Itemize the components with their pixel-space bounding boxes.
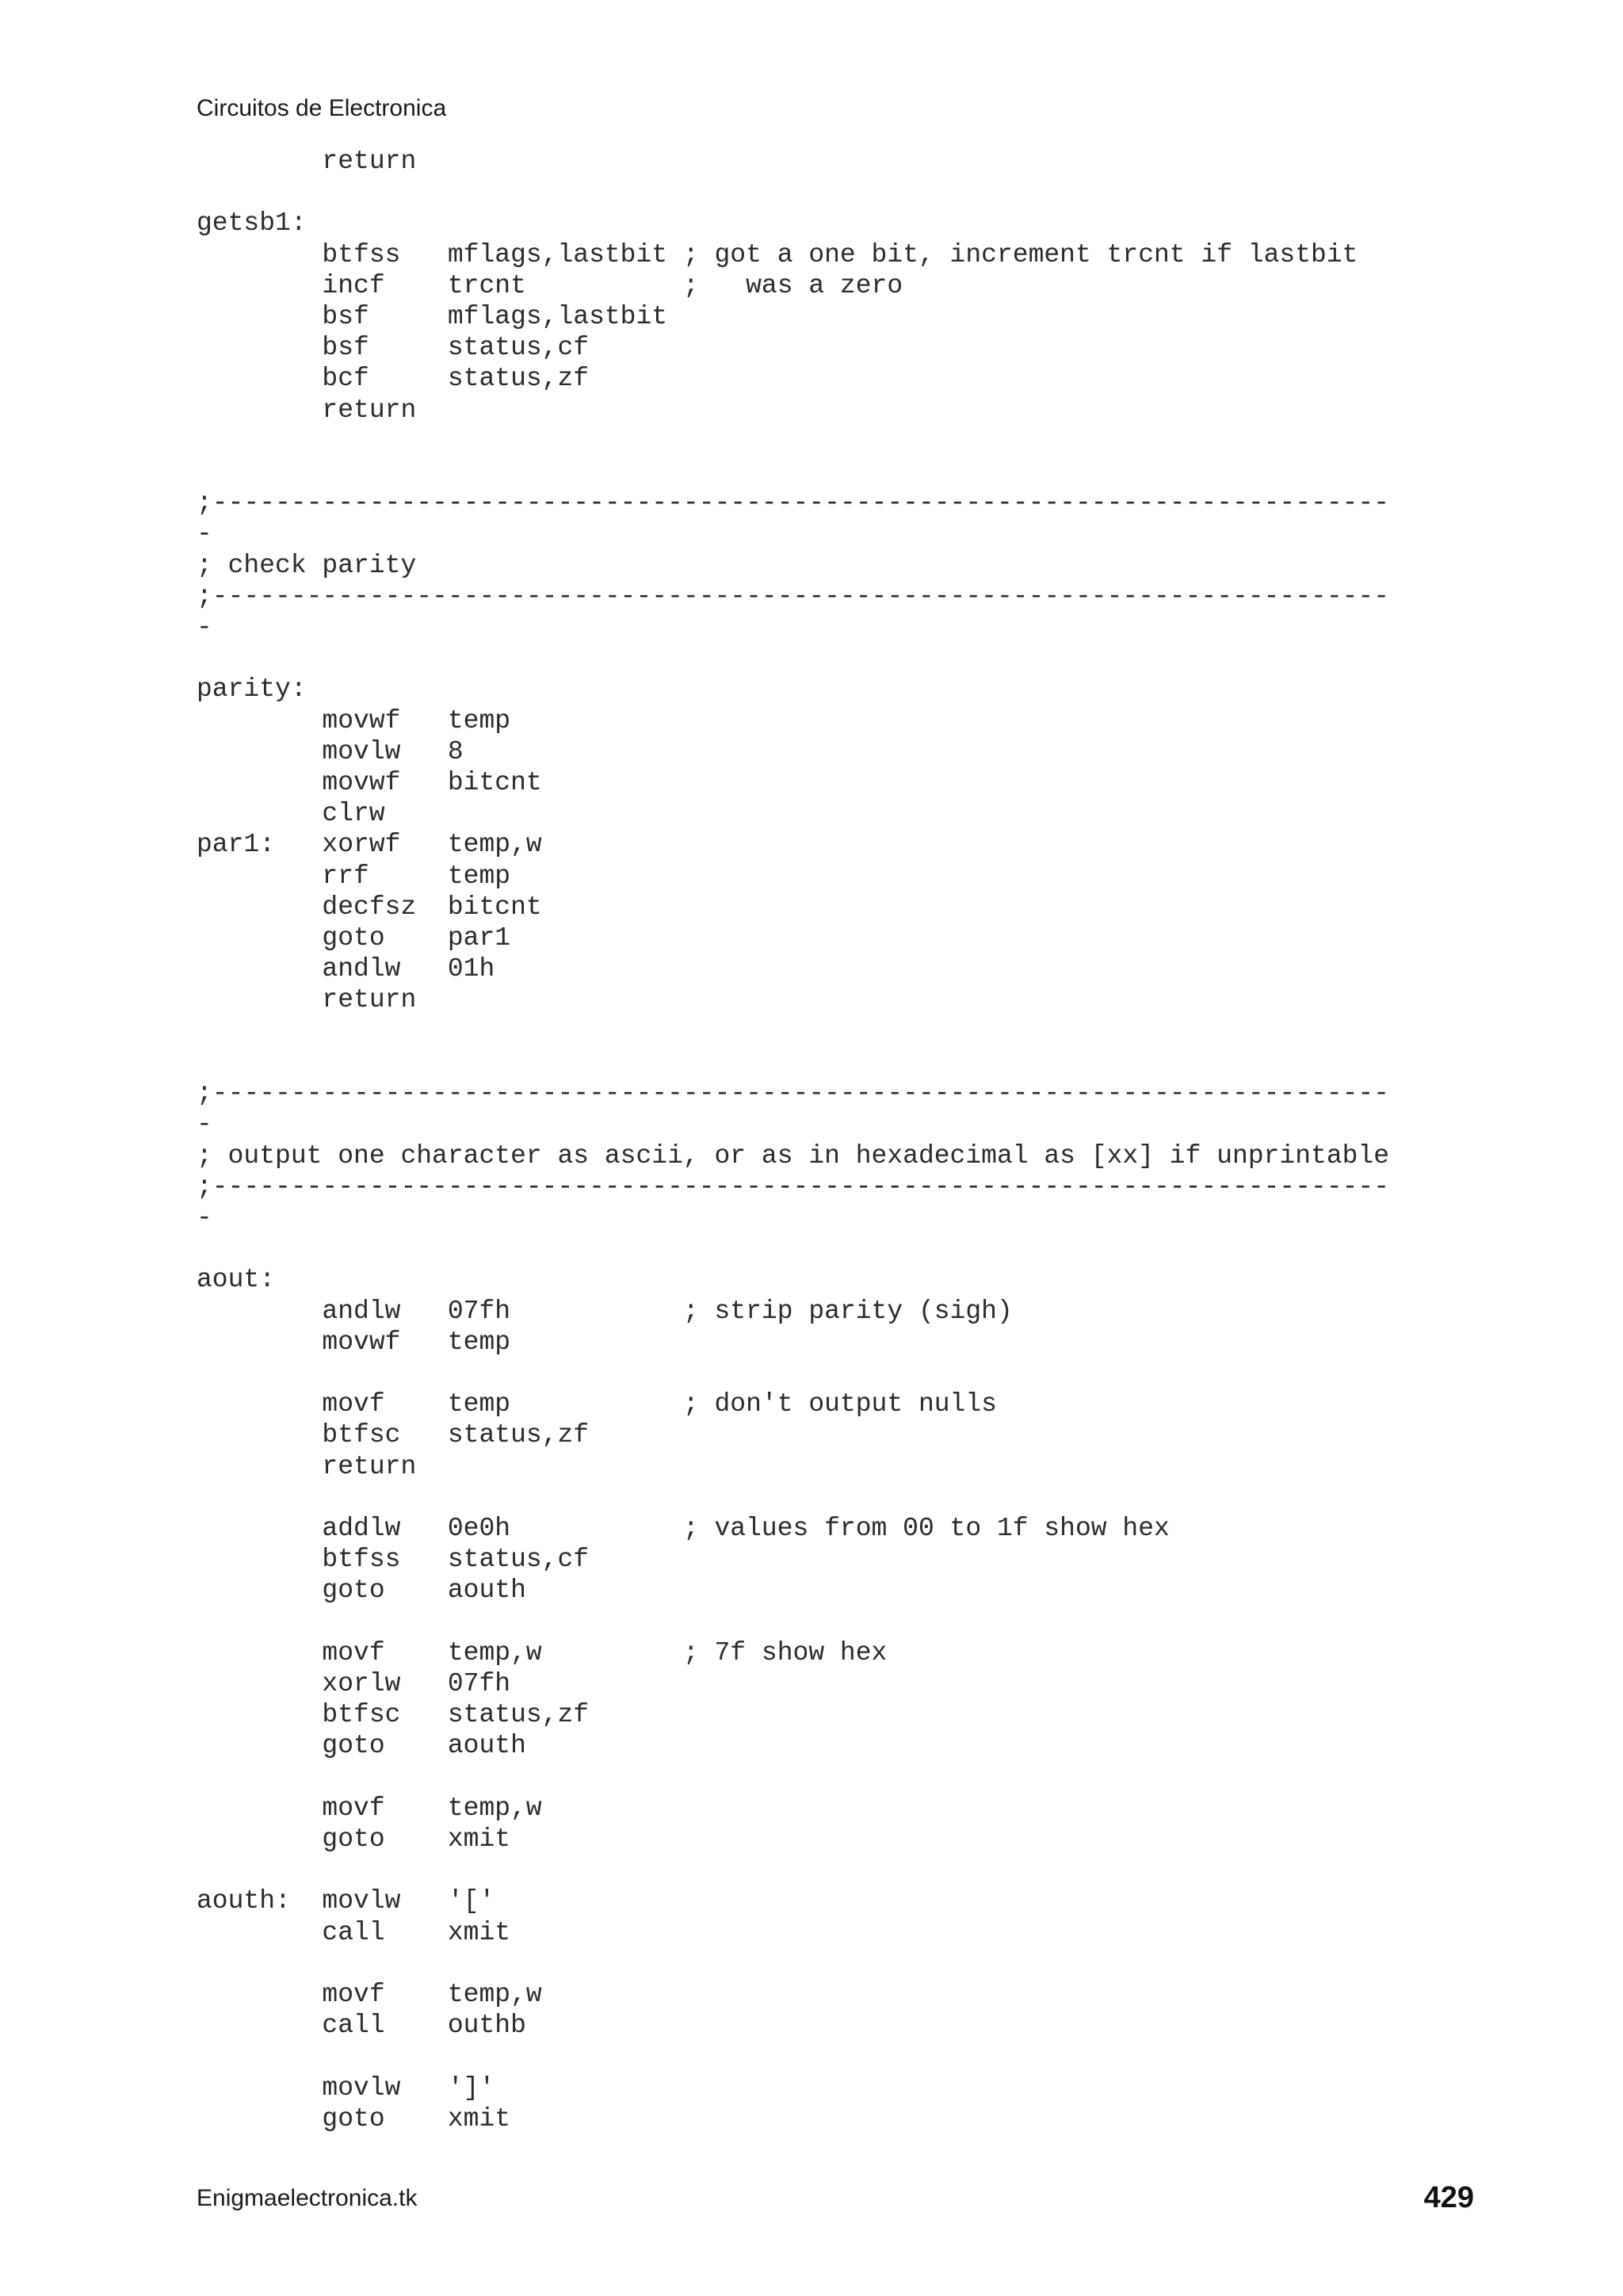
page-number: 429 bbox=[1423, 2181, 1474, 2214]
header-title: Circuitos de Electronica bbox=[197, 95, 447, 121]
code-listing: return getsb1: btfss mflags,lastbit ; got a one bit, increment trcnt if lastbit incf trcnt ; was a zero bsf mflags,lastbit bsf status,cf bcf status,zf return ;--------------------------------------------------------------------------- - ; check parity ;--------------------------------------------------------------------------- - parity: movwf temp movlw 8 movwf bitcnt clrw par1: xorwf temp,w rrf temp decfsz bitcnt goto par1 andlw 01h return ;--------------------------------------------------------------------------- - ; output one character as ascii, or as in hexadecimal as [xx] if unprintable ;--------------------------------------------------------------------------- - aout: andlw 07fh ; strip parity (sigh) movwf temp movf temp ; don't output nulls btfsc status,zf return addlw 0e0h ; values from 00 to 1f show hex btfss status,cf goto aouth movf temp,w ; 7f show hex xorlw 07fh btfsc status,zf goto aouth movf temp,w goto xmit aouth: movlw '[' call xmit movf temp,w call outhb movlw ']' goto xmit bbox=[197, 147, 1390, 2134]
footer-site: Enigmaelectronica.tk bbox=[197, 2185, 418, 2211]
